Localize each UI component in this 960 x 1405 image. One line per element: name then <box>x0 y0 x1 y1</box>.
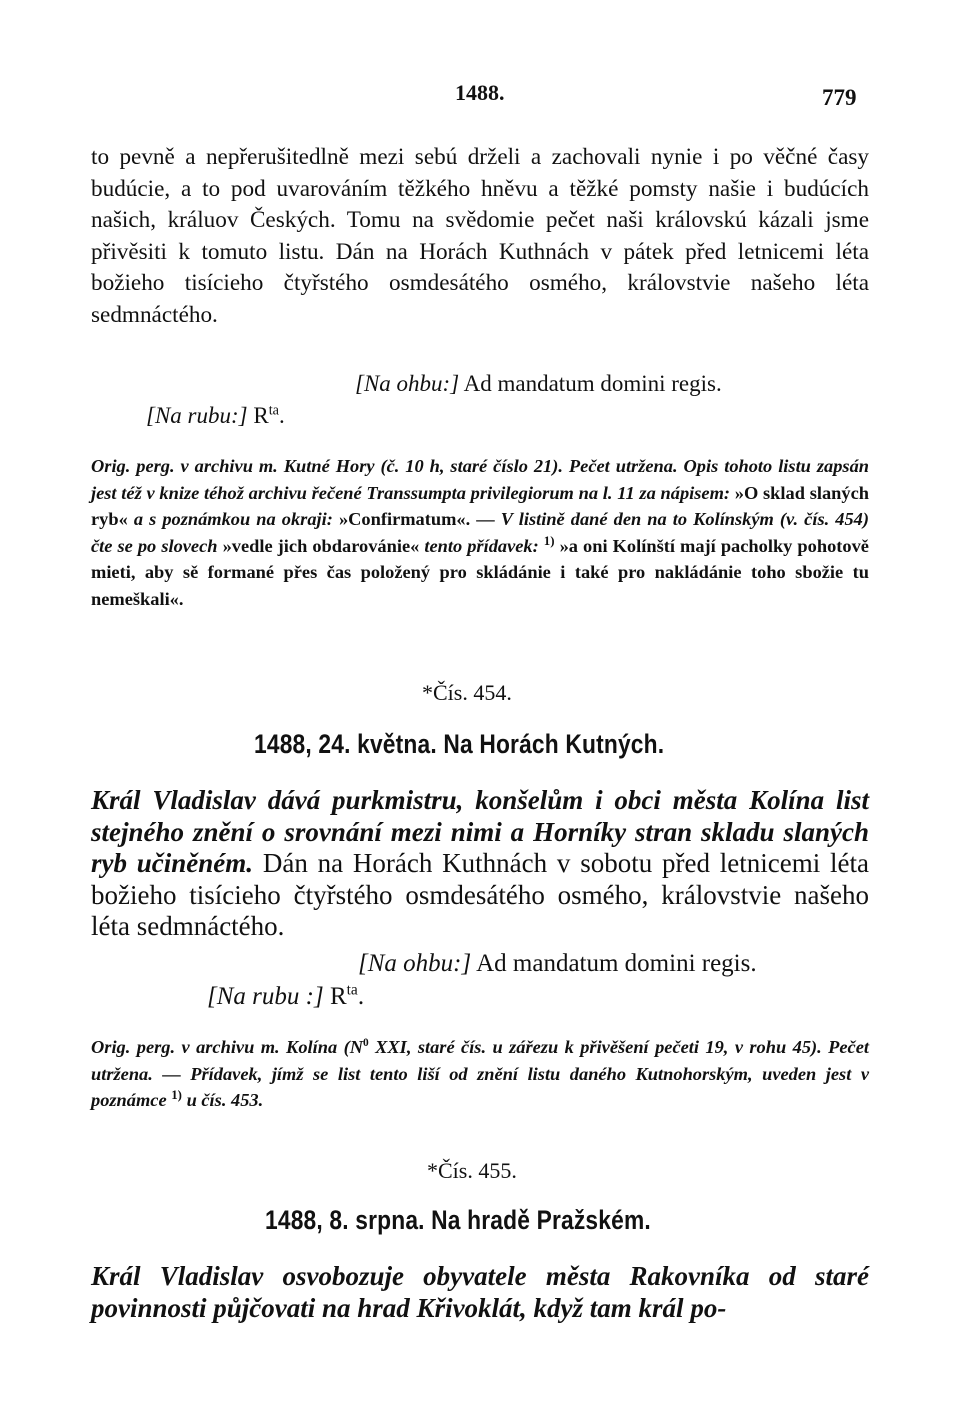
footnote-reference: 1) <box>543 533 555 548</box>
document-summary <box>91 785 869 943</box>
note-superscript: 0 <box>363 1036 369 1049</box>
endorsement-rubu-label: [Na rubu:] <box>146 403 248 428</box>
endorsement-ohbu-text: Ad mandatum domini regis. <box>463 371 722 396</box>
page-number: 779 <box>822 85 857 110</box>
note-quote: »O sklad slaných ryb« <box>91 482 869 530</box>
endorsement-rubu-end: . <box>279 403 285 428</box>
endorsement-ohbu-text: Ad mandatum domini regis. <box>476 950 757 977</box>
document-summary <box>91 1261 869 1324</box>
endorsement-rubu-label: [Na rubu :] <box>207 983 324 1010</box>
note-quote: »a oni Kolínští mají pacholky pohotově mieti, aby sě formané přes čas položený pro skládánie i také pro nakládánie toho sbožie tu nemeškali«. <box>91 535 869 609</box>
endorsement-ohbu-label: [Na ohbu:] <box>355 371 460 396</box>
document-heading: 1488, 24. května. Na Horách Kutných. <box>254 729 665 759</box>
note-text: tento přídavek: <box>424 535 539 556</box>
endorsement-rubu-text: R <box>253 403 269 428</box>
endorsement-rubu-superscript: ta <box>346 981 358 999</box>
note-text: Orig. perg. v archivu m. Kutné Hory (č. 10 h, staré číslo 21). Pečet utržena. Opis tohoto listu zapsán jest též v knize téhož archivu řečené Transsumpta privilegiorum na l. 11 za nápisem: <box>91 456 869 503</box>
endorsement-rubu <box>207 983 364 1011</box>
document-heading: 1488, 8. srpna. Na hradě Pražském. <box>265 1205 651 1235</box>
note-text: Orig. perg. v archivu m. Kolína (N <box>91 1037 363 1057</box>
note-quote: »Confirmatum«. — <box>338 509 495 530</box>
note-text: u čís. 453. <box>186 1090 264 1111</box>
endorsement-rubu-end: . <box>357 983 365 1010</box>
endorsement-ohbu <box>358 950 757 978</box>
note-text: a s poznámkou na okraji: <box>133 509 333 530</box>
summary-italic: Král Vladislav dává purkmistru, konšelům i obci města Kolína list stejného znění o srovnání mezi nimi a Horníky stran skladu slaných ryb učiněném. <box>91 785 869 878</box>
archival-note <box>91 1034 869 1114</box>
summary-italic: Král Vladislav osvobozuje obyvatele města Rakovníka od staré povinnosti půjčovati na hrad Křivoklát, když tam král po- <box>91 1261 869 1323</box>
note-text: V listině dané den na to Kolínským (v. čís. 454) čte se po slovech <box>91 509 869 556</box>
note-text: XXI, staré čís. u zářezu k přivěšení pečeti 19, v rohu 45). Pečet utržena. — Přídavek, jímž se list tento liší od znění listu daného Kutnohorským, uveden jest v poznámce <box>91 1037 869 1111</box>
endorsement-rubu <box>146 403 285 429</box>
footnote-reference: 1) <box>171 1088 182 1103</box>
endorsement-ohbu <box>355 371 722 397</box>
note-quote: »vedle jich obdarovánie« <box>222 535 420 556</box>
endorsement-rubu-superscript: ta <box>268 402 279 419</box>
archival-note <box>91 453 869 613</box>
endorsement-rubu-text: R <box>329 983 347 1010</box>
document-number: *Čís. 455. <box>427 1158 517 1183</box>
document-number: *Čís. 454. <box>422 680 512 705</box>
charter-text-paragraph: to pevně a nepřerušitedlně mezi sebú drželi a zachovali nynie i po věčné časy budúcie, a to pod uvarováním těžkého hněvu a těžké pomsty našie i budúcích našich, králuov Českých. Tomu na svědomie pečet naši královskú kázali jsme přivěsiti k tomuto listu. Dán na Horách Kuthnách v pátek před letnicemi léta božieho tisícieho čtyřstého osmdesátého osmého, královstvie našeho léta sedmnáctého. <box>91 144 869 328</box>
endorsement-ohbu-label: [Na ohbu:] <box>358 950 472 977</box>
running-header-year: 1488. <box>455 80 505 105</box>
summary-text: Dán na Horách Kuthnách v sobotu před letnicemi léta božieho tisícieho čtyřstého osmdesátého osmého, královstvie našeho léta sedmnáctého. <box>91 848 869 941</box>
